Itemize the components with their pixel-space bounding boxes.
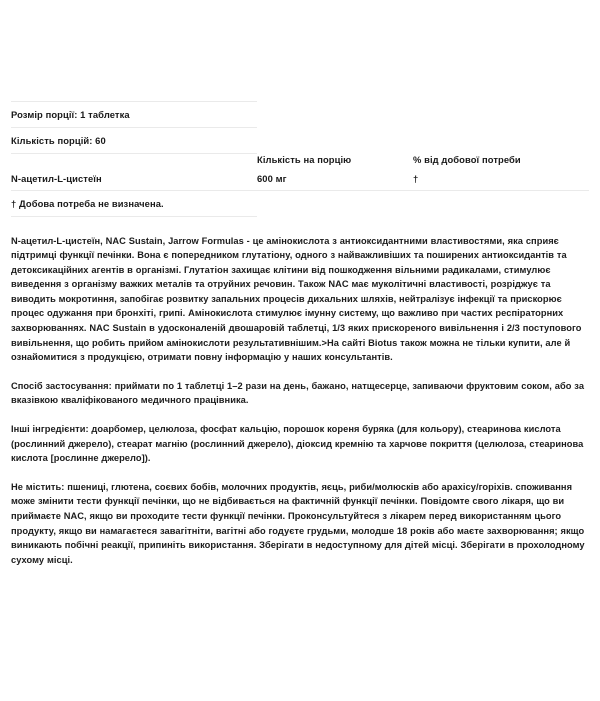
product-description (11, 234, 589, 568)
paragraph-directions: Спосіб застосування: приймати по 1 таблетці 1–2 рази на день, бажано, натщесерце, запиваючи фруктовим соком, або за вказівкою кваліфікованого медичного працівника. (11, 380, 585, 406)
serving-size-amount (257, 102, 413, 128)
servings-per-container-daily-value (413, 128, 589, 154)
daily-value-footnote: † Добова потреба не визначена. (11, 190, 257, 216)
paragraph-product-overview: N-ацетил-L-цистеїн, NAC Sustain, Jarrow Formulas - це амінокислота з антиоксидантними властивостями, яка сприяє підтримці функції печінки. Вона є попередником глутатіону, одного з найважливіших та поширених антиоксидантів та детоксикаційних агентів в організмі. Глутатіон захищає клітини від пошкодження вільними радикалами, стимулює виведення з організму важких металів та отруйних речовин. Також NAC має муколітичні властивості, розріджує та виводить мокротиння, запобігає розвитку запальних процесів дихальних шляхів, нейтралізує інфекції та прискорює процес одужання при бронхіті, грипі. Амінокислота стимулює імунну систему, що важливо при частих респіраторних захворюваннях. NAC Sustain в удосконаленій двошаровій таблетці, 1/3 яких прискореного вивільнення і 2/3 поступового вивільнення, що робить прийом амінокислоти результативнішим.>На сайті Biotus також можна не тільки купити, але й ознайомитися з продукцією, отримати повну інформацію у наших консультантів. (11, 235, 582, 363)
footnote-spacer-amount (257, 190, 413, 216)
table-row-ingredient (11, 165, 589, 191)
serving-size-daily-value (413, 102, 589, 128)
column-header-name (11, 154, 257, 165)
supplement-facts-page (0, 101, 600, 567)
supplement-facts-body (11, 102, 589, 217)
servings-per-container-amount (257, 128, 413, 154)
paragraph-allergen-warnings: Не містить: пшениці, глютена, соєвих бобів, молочних продуктів, яєць, риби/молюсків або арахісу/горіхів. споживання може змінити тести функції печінки, що не відбивається на фактичній функції печінки. Повідомте свого лікаря, що ви приймаєте NAC, якщо ви проходите тести функції печінки. Проконсультуйтеся з лікарем перед використанням цього продукту, якщо ви намагаєтеся завагітніти, вагітні або годуєте грудьми, молодше 18 років або маєте захворювання; якщо виникають побічні реакції, припиніть використання. Зберігати в недоступному для дітей місці. Зберігати в прохолодному сухому місці. (11, 481, 585, 565)
table-row-servings-per-container (11, 128, 589, 154)
paragraph-other-ingredients: Інші інгредієнти: доарбомер, целюлоза, фосфат кальцію, порошок кореня буряка (для кольору), стеаринова кислота (рослинний джерело), стеарат магнію (рослинний джерело), діоксид кремнію та харчове покриття (целюлоза, стеаринова кислота [рослинне джерело]). (11, 424, 584, 464)
table-header-row (11, 154, 589, 165)
ingredient-amount: 600 мг (257, 165, 413, 191)
ingredient-name: N-ацетил-L-цистеїн (11, 165, 257, 191)
column-header-percent-daily-value: % від добової потреби (413, 153, 521, 165)
column-header-amount-per-serving: Кількість на порцію (257, 153, 352, 165)
supplement-facts-table (11, 101, 589, 217)
table-row-footnote (11, 190, 589, 216)
footnote-spacer-daily-value (413, 190, 589, 216)
serving-size-label: Розмір порції: 1 таблетка (11, 102, 257, 128)
ingredient-daily-value: † (413, 165, 589, 191)
table-row-serving-size (11, 102, 589, 128)
servings-per-container-label: Кількість порцій: 60 (11, 128, 257, 154)
